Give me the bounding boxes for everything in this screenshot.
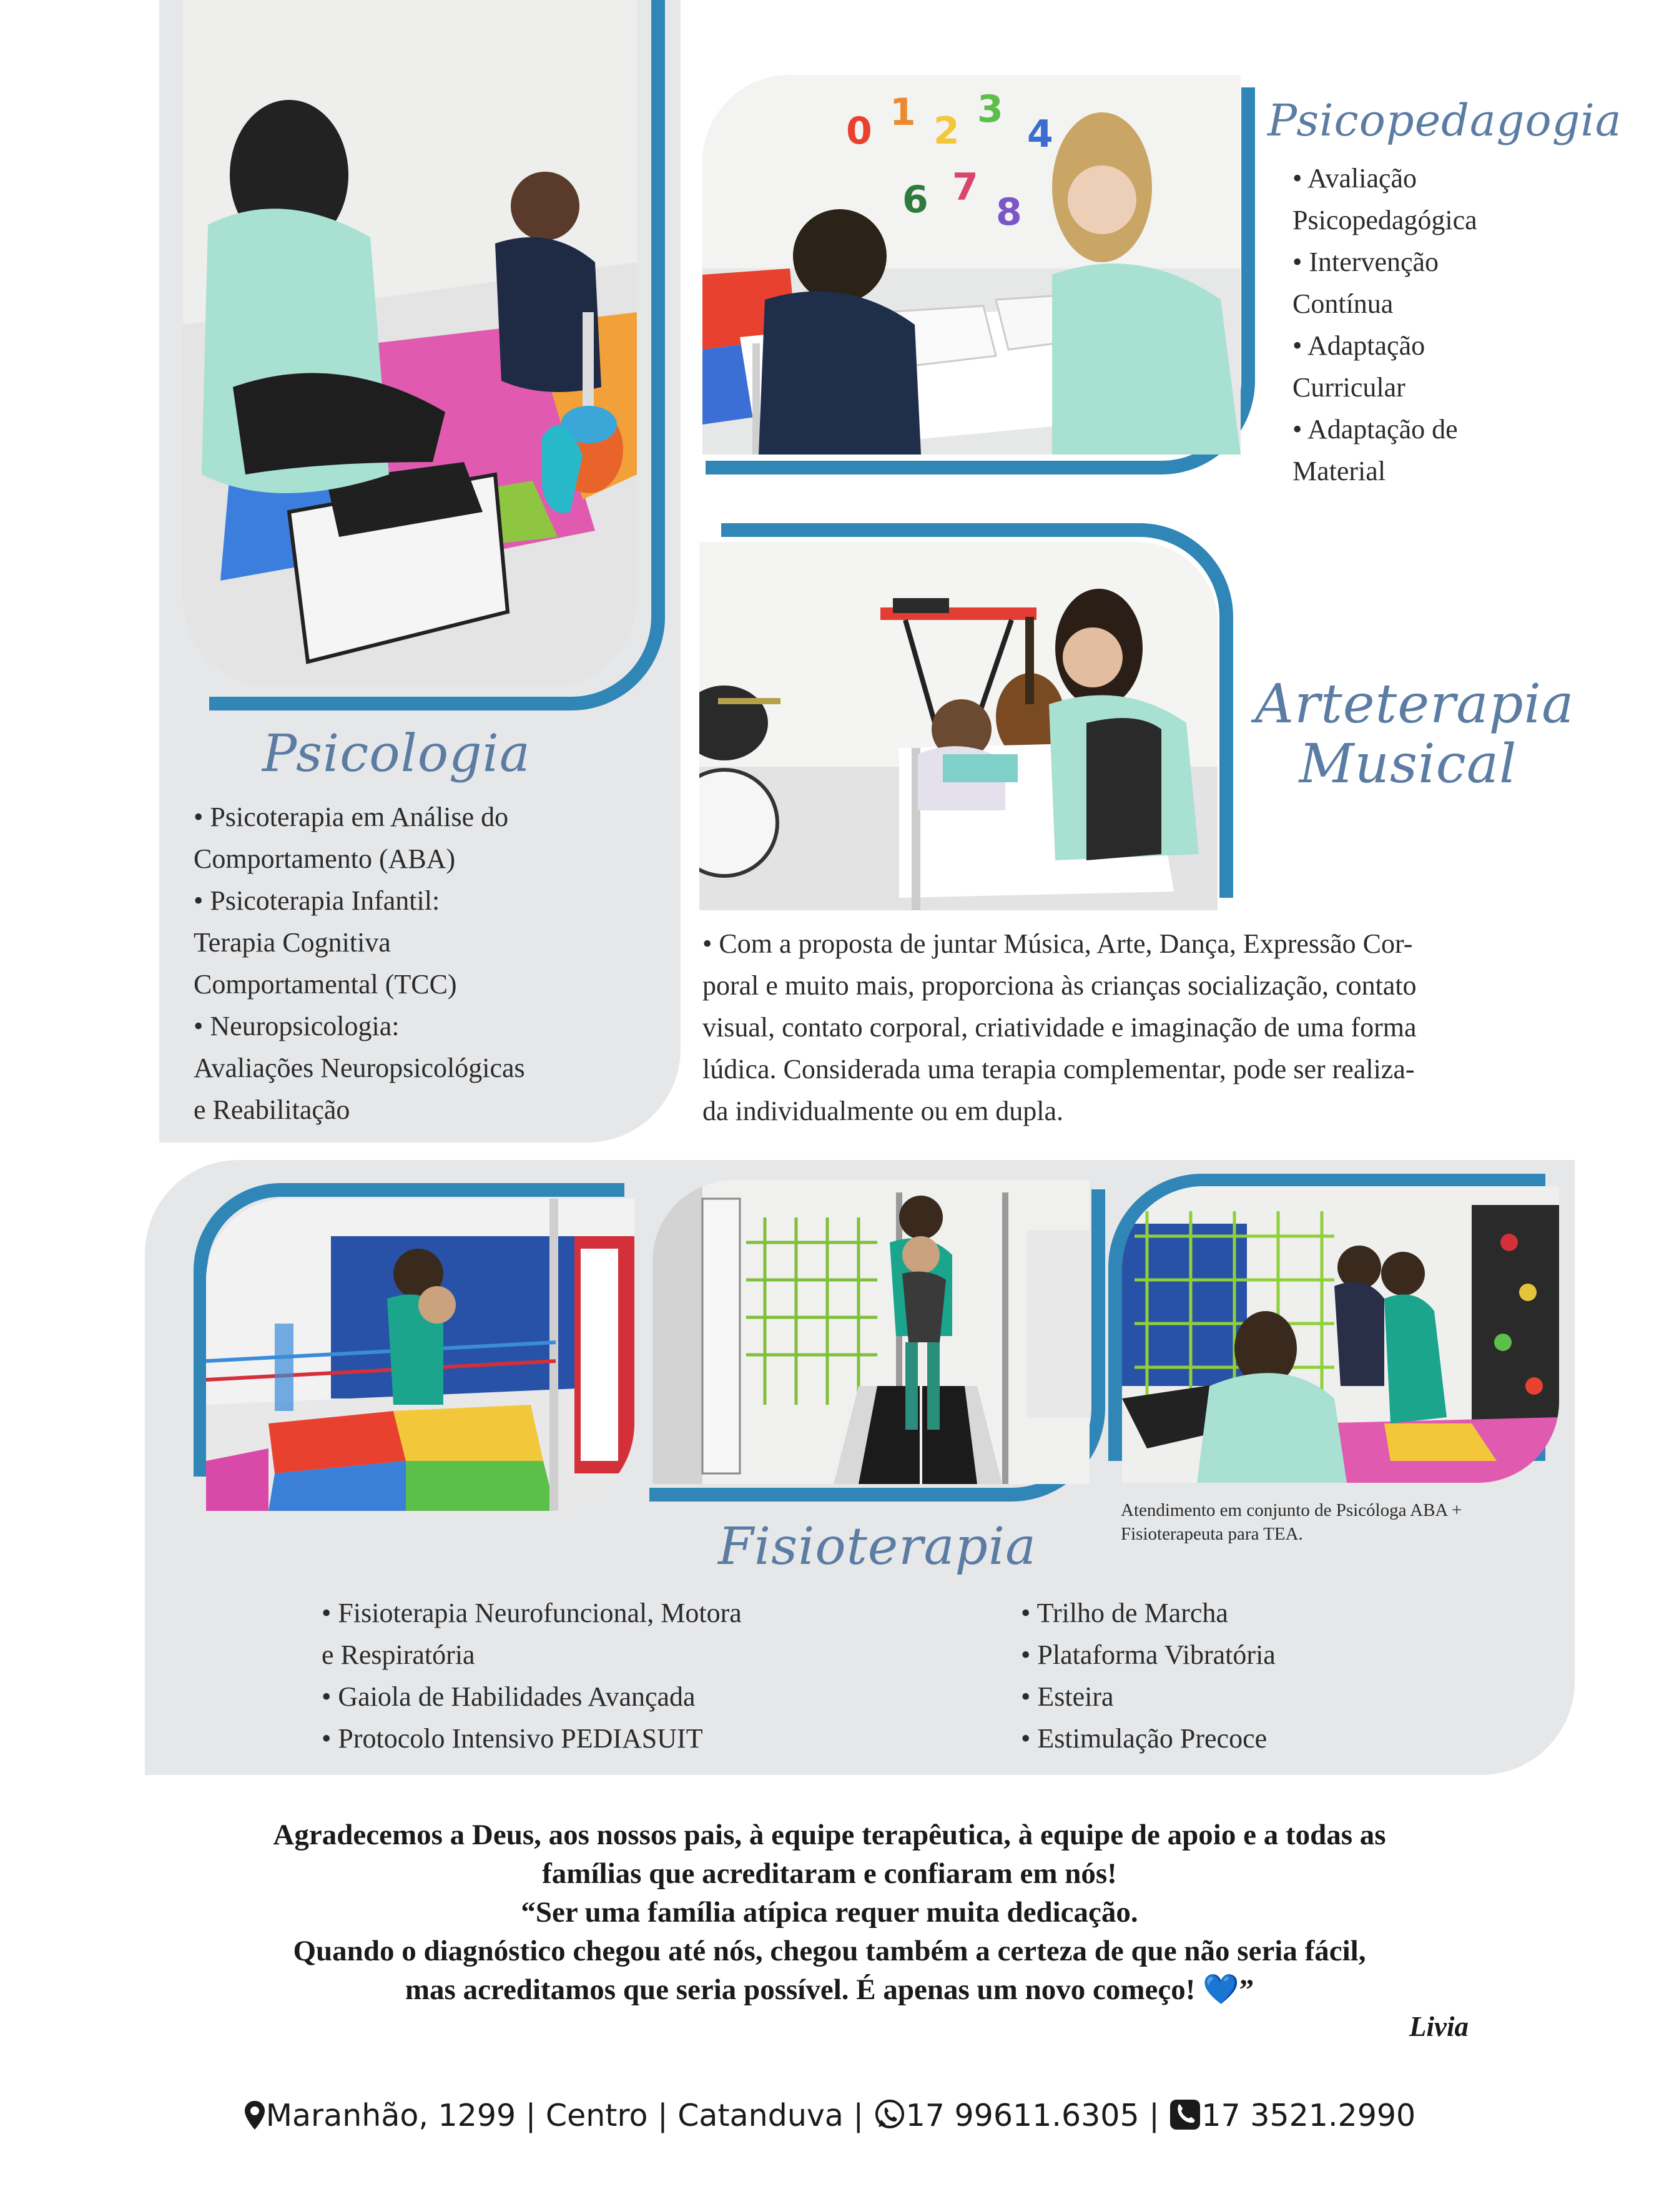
- fisioterapia-heading: Fisioterapia: [718, 1517, 1036, 1576]
- list-item: e Reabilitação: [194, 1094, 350, 1125]
- list-item: e Respiratória: [322, 1639, 475, 1670]
- list-item: • Psicoterapia em Análise do: [194, 802, 509, 832]
- list-item: • Intervenção: [1292, 247, 1439, 277]
- list-item: • Estimulação Precoce: [1021, 1723, 1268, 1754]
- quote-line-3: [0, 1970, 1659, 2009]
- list-item: Terapia Cognitiva: [194, 927, 391, 958]
- svg-text:4: 4: [1027, 112, 1053, 156]
- arteterapia-heading-line2: Musical: [1299, 733, 1517, 795]
- caption-line: Fisioterapeuta para TEA.: [1121, 1524, 1303, 1544]
- psicopedagogia-heading: Psicopedagogia: [1268, 95, 1622, 146]
- quote-text: “Ser uma família atípica requer muita dedicação.: [521, 1896, 1138, 1929]
- fisioterapia-list-right: [1021, 1592, 1276, 1759]
- heart-icon: 💙: [1203, 1974, 1239, 2006]
- list-item: • Protocolo Intensivo PEDIASUIT: [322, 1723, 703, 1754]
- thanks-line-2: famílias que acreditaram e confiaram em nós!: [542, 1857, 1117, 1890]
- psicopedagogia-photo: [702, 75, 1241, 455]
- list-item: • Neuropsicologia:: [194, 1011, 400, 1041]
- arteterapia-description: [702, 923, 1417, 1132]
- paragraph-line: visual, contato corporal, criatividade e imaginação de uma forma: [702, 1012, 1417, 1043]
- svg-text:0: 0: [846, 109, 872, 153]
- quote-text: mas acreditamos que seria possível. É apenas um novo começo!: [405, 1974, 1196, 2006]
- paragraph-line: lúdica. Considerada uma terapia complementar, pode ser realiza-: [702, 1054, 1415, 1084]
- address-text: Maranhão, 1299 | Centro | Catanduva |: [265, 2098, 864, 2133]
- paragraph-line: da individualmente ou em dupla.: [702, 1096, 1063, 1126]
- signature: Livia: [1409, 2011, 1469, 2042]
- list-item: • Adaptação de: [1292, 414, 1458, 445]
- list-item: Avaliações Neuropsicológicas: [194, 1053, 525, 1083]
- fisio-photo-caption: [1121, 1498, 1462, 1546]
- list-item: Psicopedagógica: [1292, 205, 1477, 235]
- list-item: • Plataforma Vibratória: [1021, 1639, 1276, 1670]
- fisio-photo-1: [206, 1199, 634, 1511]
- svg-text:1: 1: [890, 91, 916, 134]
- svg-text:6: 6: [902, 178, 928, 222]
- svg-text:2: 2: [933, 109, 960, 153]
- fisio-photo-2: [652, 1180, 1090, 1484]
- fisioterapia-list-left: [322, 1592, 742, 1759]
- svg-text:7: 7: [952, 165, 978, 209]
- list-item: • Gaiola de Habilidades Avançada: [322, 1681, 696, 1712]
- psicologia-photo: [183, 0, 637, 687]
- fisio-photo-3: [1122, 1186, 1559, 1483]
- arteterapia-photo: [699, 542, 1218, 910]
- contact-footer: [0, 2098, 1659, 2138]
- quote-line-1: [0, 1893, 1659, 1932]
- list-item: Contínua: [1292, 288, 1394, 319]
- list-item: • Esteira: [1021, 1681, 1114, 1712]
- psicopedagogia-list: [1292, 157, 1477, 492]
- thanks-line-1: Agradecemos a Deus, aos nossos pais, à equipe terapêutica, à equipe de apoio e a todas as: [273, 1819, 1386, 1851]
- phone-number[interactable]: 17 3521.2990: [1201, 2098, 1416, 2133]
- paragraph-line: • Com a proposta de juntar Música, Arte, Dança, Expressão Cor-: [702, 928, 1413, 959]
- paragraph-line: poral e muito mais, proporciona às crianças socialização, contato: [702, 970, 1417, 1001]
- list-item: Comportamental (TCC): [194, 969, 457, 1000]
- psicologia-list: [194, 796, 525, 1131]
- list-item: • Trilho de Marcha: [1021, 1598, 1228, 1628]
- list-item: • Adaptação: [1292, 330, 1425, 361]
- close-quote: ”: [1239, 1974, 1254, 2006]
- list-item: • Fisioterapia Neurofuncional, Motora: [322, 1598, 742, 1628]
- list-item: Material: [1292, 456, 1386, 486]
- quote-line-2: Quando o diagnóstico chegou até nós, chegou também a certeza de que não seria fácil,: [293, 1935, 1366, 1967]
- arteterapia-heading-line1: Arteterapia: [1255, 673, 1575, 735]
- list-item: Curricular: [1292, 372, 1405, 403]
- whatsapp-icon: [874, 2098, 906, 2138]
- svg-text:8: 8: [996, 190, 1022, 234]
- arteterapia-heading: [1255, 673, 1575, 795]
- list-item: • Psicoterapia Infantil:: [194, 885, 440, 916]
- map-pin-icon: [244, 2100, 266, 2138]
- psicologia-heading: Psicologia: [262, 724, 531, 784]
- phone-icon: [1169, 2098, 1201, 2138]
- list-item: Comportamento (ABA): [194, 843, 456, 874]
- svg-text:3: 3: [977, 87, 1003, 131]
- whatsapp-number[interactable]: 17 99611.6305 |: [905, 2098, 1159, 2133]
- list-item: • Avaliação: [1292, 163, 1417, 194]
- caption-line: Atendimento em conjunto de Psicóloga ABA +: [1121, 1500, 1462, 1520]
